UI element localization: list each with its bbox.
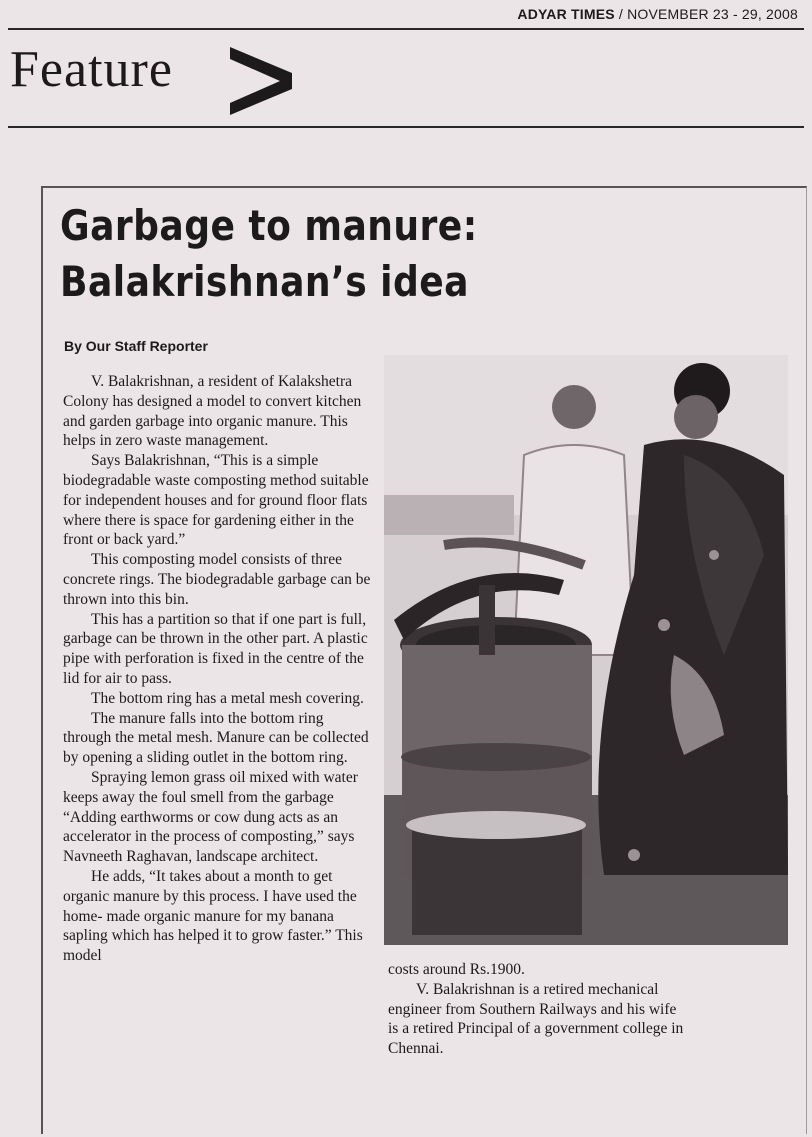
article-column-2 (388, 960, 688, 1059)
headline-line-1: Garbage to manure: (60, 201, 478, 250)
paragraph: He adds, “It takes about a month to get organic manure by this process. I have used the home- made organic manure for my banana sapling which has helped it to grow faster.” This model (63, 867, 363, 965)
paragraph: Spraying lemon grass oil mixed with water keeps away the foul smell from the garbage “Adding earthworms or cow dung acts as an accelerator in the process of composting,” says Navneeth Raghavan, landscape architect. (63, 768, 358, 866)
paragraph: V. Balakrishnan is a retired mechanical engineer from Southern Railways and his wife is a retired Principal of a government college in Chennai. (388, 980, 684, 1058)
paragraph: V. Balakrishnan, a resident of Kalakshetra Colony has designed a model to convert kitchen and garden garbage into organic manure. This helps in zero waste management. (63, 373, 362, 450)
section-label: Feature (10, 41, 173, 98)
article-column-1 (63, 372, 373, 966)
masthead-separator: / (618, 6, 623, 22)
paragraph: The manure falls into the bottom ring through the metal mesh. Manure can be collected by opening a sliding outlet in the bottom ring. (63, 709, 369, 767)
publication-name: ADYAR TIMES (517, 6, 615, 22)
headline-line-2: Balakrishnan’s idea (60, 257, 469, 306)
paragraph: costs around Rs.1900. (388, 961, 525, 978)
section-rule (8, 126, 804, 128)
paragraph: The bottom ring has a metal mesh covering. (91, 689, 364, 707)
paragraph: This composting model consists of three concrete rings. The biodegradable garbage can be thrown into this bin. (63, 551, 371, 608)
masthead (517, 6, 798, 22)
paragraph: Says Balakrishnan, “This is a simple biodegradable waste composting method suitable for independent houses and for ground floor flats where there is space for gardening either in the front or back yard.” (63, 452, 369, 549)
article-photo (384, 355, 788, 945)
paragraph: This has a partition so that if one part is full, garbage can be thrown in the other part. A plastic pipe with perforation is fixed in the centre of the lid for air to pass. (63, 610, 368, 687)
article-headline (60, 198, 576, 310)
top-rule (8, 28, 804, 30)
chevron-right-icon (226, 45, 296, 117)
issue-date: NOVEMBER 23 - 29, 2008 (627, 6, 798, 22)
byline: By Our Staff Reporter (64, 338, 208, 354)
